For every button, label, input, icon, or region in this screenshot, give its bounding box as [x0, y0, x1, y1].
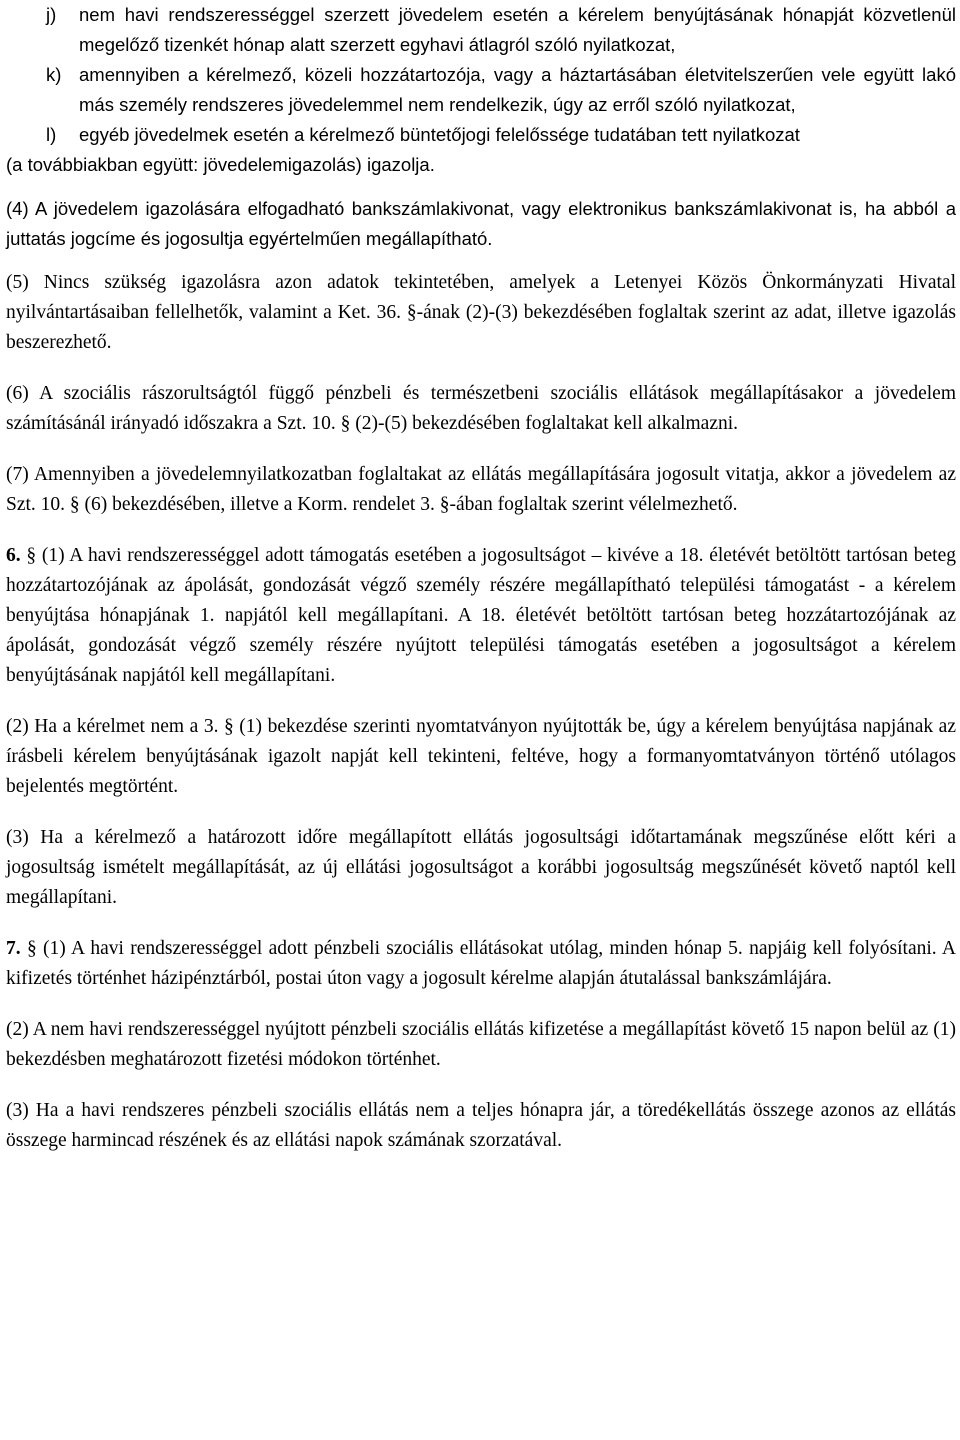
paragraph-5: (5) Nincs szükség igazolásra azon adatok tekintetében, amelyek a Letenyei Közös Önkormányzati Hivatal nyilvántartásaiban fellelhetők, valamint a Ket. 36. §-ának (2)-(3) bekezdésében foglaltak szerint az adat, illetve igazolás beszerezhető.	[6, 272, 956, 353]
list-item-text: nem havi rendszerességgel szerzett jövedelem esetén a kérelem benyújtásának hónapját közvetlenül megelőző tizenkét hónap alatt szerzett egyhavi átlagról szóló nyilatkozat,	[79, 4, 956, 55]
section-6-text: § (1) A havi rendszerességgel adott támogatás esetében a jogosultságot – kivéve a 18. életévét betöltött tartósan beteg hozzátartozójának az ápolását, gondozását végző személy részére megállapítható települési támogatást - a kérelem benyújtása hónapjának 1. napjától kell megállapítani. A 18. életévét betöltött tartósan beteg hozzátartozójának az ápolását, gondozását végző személy részére nyújtott települési támogatás esetében a jogosultságot a kérelem benyújtásának napjától kell megállapítani.	[6, 545, 956, 686]
section-6-paragraph-1	[6, 541, 956, 691]
list-item-j	[6, 0, 956, 60]
section-7-paragraph-1	[6, 934, 956, 994]
list-item-l	[6, 120, 956, 150]
list-marker: j)	[46, 4, 57, 25]
section-7-text: § (1) A havi rendszerességgel adott pénzbeli szociális ellátásokat utólag, minden hónap 5. napjáig kell folyósítani. A kifizetés történhet házipénztárból, postai úton vagy a jogosult kérelme alapján átutalással bankszámlájára.	[6, 938, 956, 989]
list-marker: l)	[46, 124, 57, 145]
paragraph-6: (6) A szociális rászorultságtól függő pénzbeli és természetbeni szociális ellátások megállapításakor a jövedelem számításánál irányadó időszakra a Szt. 10. § (2)-(5) bekezdésében foglaltakat kell alkalmazni.	[6, 383, 956, 434]
list-item-k	[6, 60, 956, 120]
document-page	[6, 0, 956, 1156]
section-6-paragraph-3: (3) Ha a kérelmező a határozott időre megállapított ellátás jogosultsági időtartamának megszűnése előtt kéri a jogosultság ismételt megállapítását, az új ellátási jogosultságot a korábbi jogosultság megszűnését követő naptól kell megállapítani.	[6, 827, 956, 908]
paragraph-7: (7) Amennyiben a jövedelemnyilatkozatban foglaltakat az ellátás megállapítására jogosult vitatja, akkor a jövedelem az Szt. 10. § (6) bekezdésében, illetve a Korm. rendelet 3. §-ában foglaltak szerint vélelmezhető.	[6, 464, 956, 515]
section-7-number: 7.	[6, 938, 21, 959]
list-closing: (a továbbiakban együtt: jövedelemigazolás) igazolja.	[6, 154, 435, 175]
list-item-text: amennyiben a kérelmező, közeli hozzátartozója, vagy a háztartásában életvitelszerűen vele együtt lakó más személy rendszeres jövedelemmel nem rendelkezik, úgy az erről szóló nyilatkozat,	[79, 64, 956, 115]
section-7-paragraph-2: (2) A nem havi rendszerességgel nyújtott pénzbeli szociális ellátás kifizetése a megállapítást követő 15 napon belül az (1) bekezdésben meghatározott fizetési módokon történhet.	[6, 1019, 956, 1070]
list-item-text: egyéb jövedelmek esetén a kérelmező büntetőjogi felelőssége tudatában tett nyilatkozat	[79, 124, 800, 145]
section-6-number: 6.	[6, 545, 21, 566]
section-6-paragraph-2: (2) Ha a kérelmet nem a 3. § (1) bekezdése szerinti nyomtatványon nyújtották be, úgy a kérelem benyújtása napjának az írásbeli kérelem benyújtásának igazolt napját kell tekinteni, feltéve, hogy a formanyomtatványon történő utólagos bejelentés megtörtént.	[6, 716, 956, 797]
list-marker: k)	[46, 64, 62, 85]
paragraph-4: (4) A jövedelem igazolására elfogadható bankszámlakivonat, vagy elektronikus bankszámlakivonat is, ha abból a juttatás jogcíme és jogosultja egyértelműen megállapítható.	[6, 198, 956, 249]
section-7-paragraph-3: (3) Ha a havi rendszeres pénzbeli szociális ellátás nem a teljes hónapra jár, a töredékellátás összege azonos az ellátás összege harmincad részének és az ellátási napok számának szorzatával.	[6, 1100, 956, 1151]
